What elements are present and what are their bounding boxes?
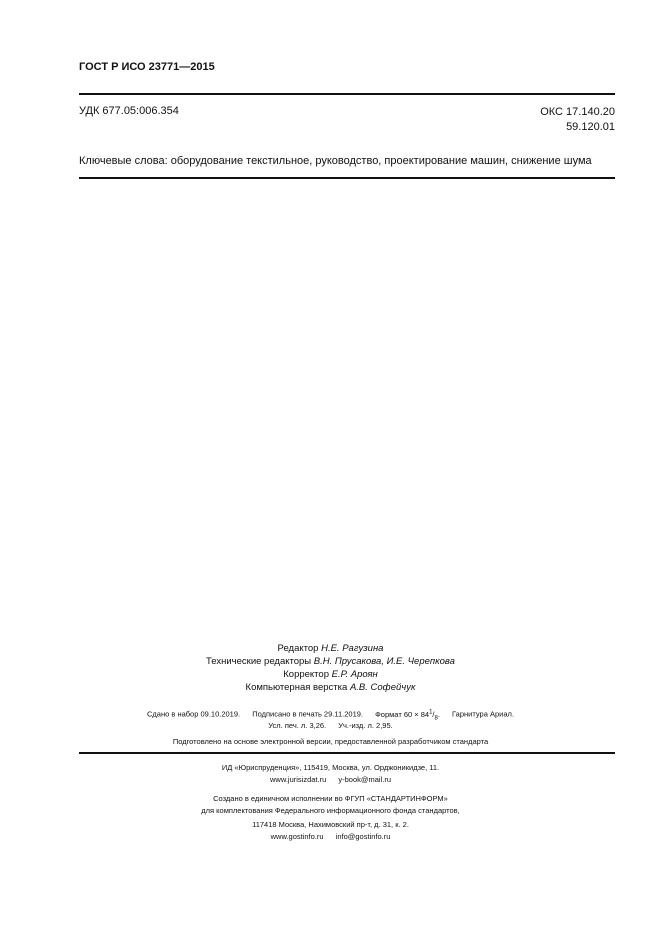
submitted-date: Сдано в набор 09.10.2019. bbox=[147, 709, 241, 719]
top-rule bbox=[79, 93, 615, 95]
editor-name: Н.Е. Рагузина bbox=[321, 643, 384, 654]
gostinfo-email-link[interactable]: info@gostinfo.ru bbox=[335, 831, 391, 841]
footer-block bbox=[0, 762, 661, 842]
corrector-label: Корректор bbox=[283, 669, 329, 680]
publisher-email-link[interactable]: y-book@mail.ru bbox=[338, 774, 391, 784]
standartinform-address: 117418 Москва, Нахимовский пр-т, д. 31, к. 2. bbox=[252, 820, 409, 829]
created-line-1: Создано в единичном исполнении во ФГУП «СТАНДАРТИНФОРМ» bbox=[213, 794, 448, 803]
oks-code-1: ОКС 17.140.20 bbox=[540, 106, 615, 118]
publication-line-1 bbox=[0, 709, 661, 721]
typeface: Гарнитура Ариал. bbox=[452, 709, 514, 719]
tech-editors-names: В.Н. Прусакова, И.Е. Черепкова bbox=[313, 656, 455, 667]
keywords-line: Ключевые слова: оборудование текстильное, руководство, проектирование машин, снижение шума bbox=[79, 155, 592, 167]
paper-format: Формат $60 \times 84^1/_8$. bbox=[375, 709, 440, 721]
editor-line bbox=[0, 642, 661, 655]
udk-code: УДК 677.05:006.354 bbox=[79, 105, 179, 117]
editor-label: Редактор bbox=[277, 643, 319, 654]
standartinform-contacts bbox=[0, 831, 661, 843]
credits-block bbox=[0, 642, 661, 694]
print-sheets: Усл. печ. л. 3,26. bbox=[268, 721, 327, 730]
footer-rule bbox=[79, 752, 615, 754]
corrector-name: Е.Р. Ароян bbox=[331, 669, 378, 680]
layout-label: Компьютерная верстка bbox=[245, 682, 348, 693]
corrector-line bbox=[0, 668, 661, 681]
oks-code-2: 59.120.01 bbox=[566, 121, 615, 133]
gostinfo-site-link[interactable]: www.gostinfo.ru bbox=[270, 831, 324, 841]
prepared-note: Подготовлено на основе электронной версии, предоставленной разработчиком стандарта bbox=[172, 737, 489, 746]
layout-line bbox=[0, 681, 661, 694]
signed-date: Подписано в печать 29.11.2019. bbox=[252, 709, 364, 719]
created-line-2: для комплектования Федерального информационного фонда стандартов, bbox=[201, 805, 460, 815]
tech-editors-label: Технические редакторы bbox=[206, 656, 312, 667]
tech-editors-line bbox=[0, 655, 661, 668]
publication-line-2 bbox=[0, 721, 661, 730]
document-id: ГОСТ Р ИСО 23771—2015 bbox=[79, 61, 215, 73]
publisher-contacts bbox=[0, 774, 661, 786]
layout-name: А.В. Софейчук bbox=[349, 682, 416, 693]
oks-codes bbox=[540, 105, 615, 135]
publishing-sheets: Уч.-изд. л. 2,95. bbox=[338, 721, 393, 730]
publisher-site-link[interactable]: www.jurisizdat.ru bbox=[270, 774, 327, 784]
publisher-address: ИД «Юриспруденция», 115419, Москва, ул. Орджоникидзе, 11. bbox=[221, 763, 440, 772]
keywords-rule bbox=[79, 177, 615, 179]
